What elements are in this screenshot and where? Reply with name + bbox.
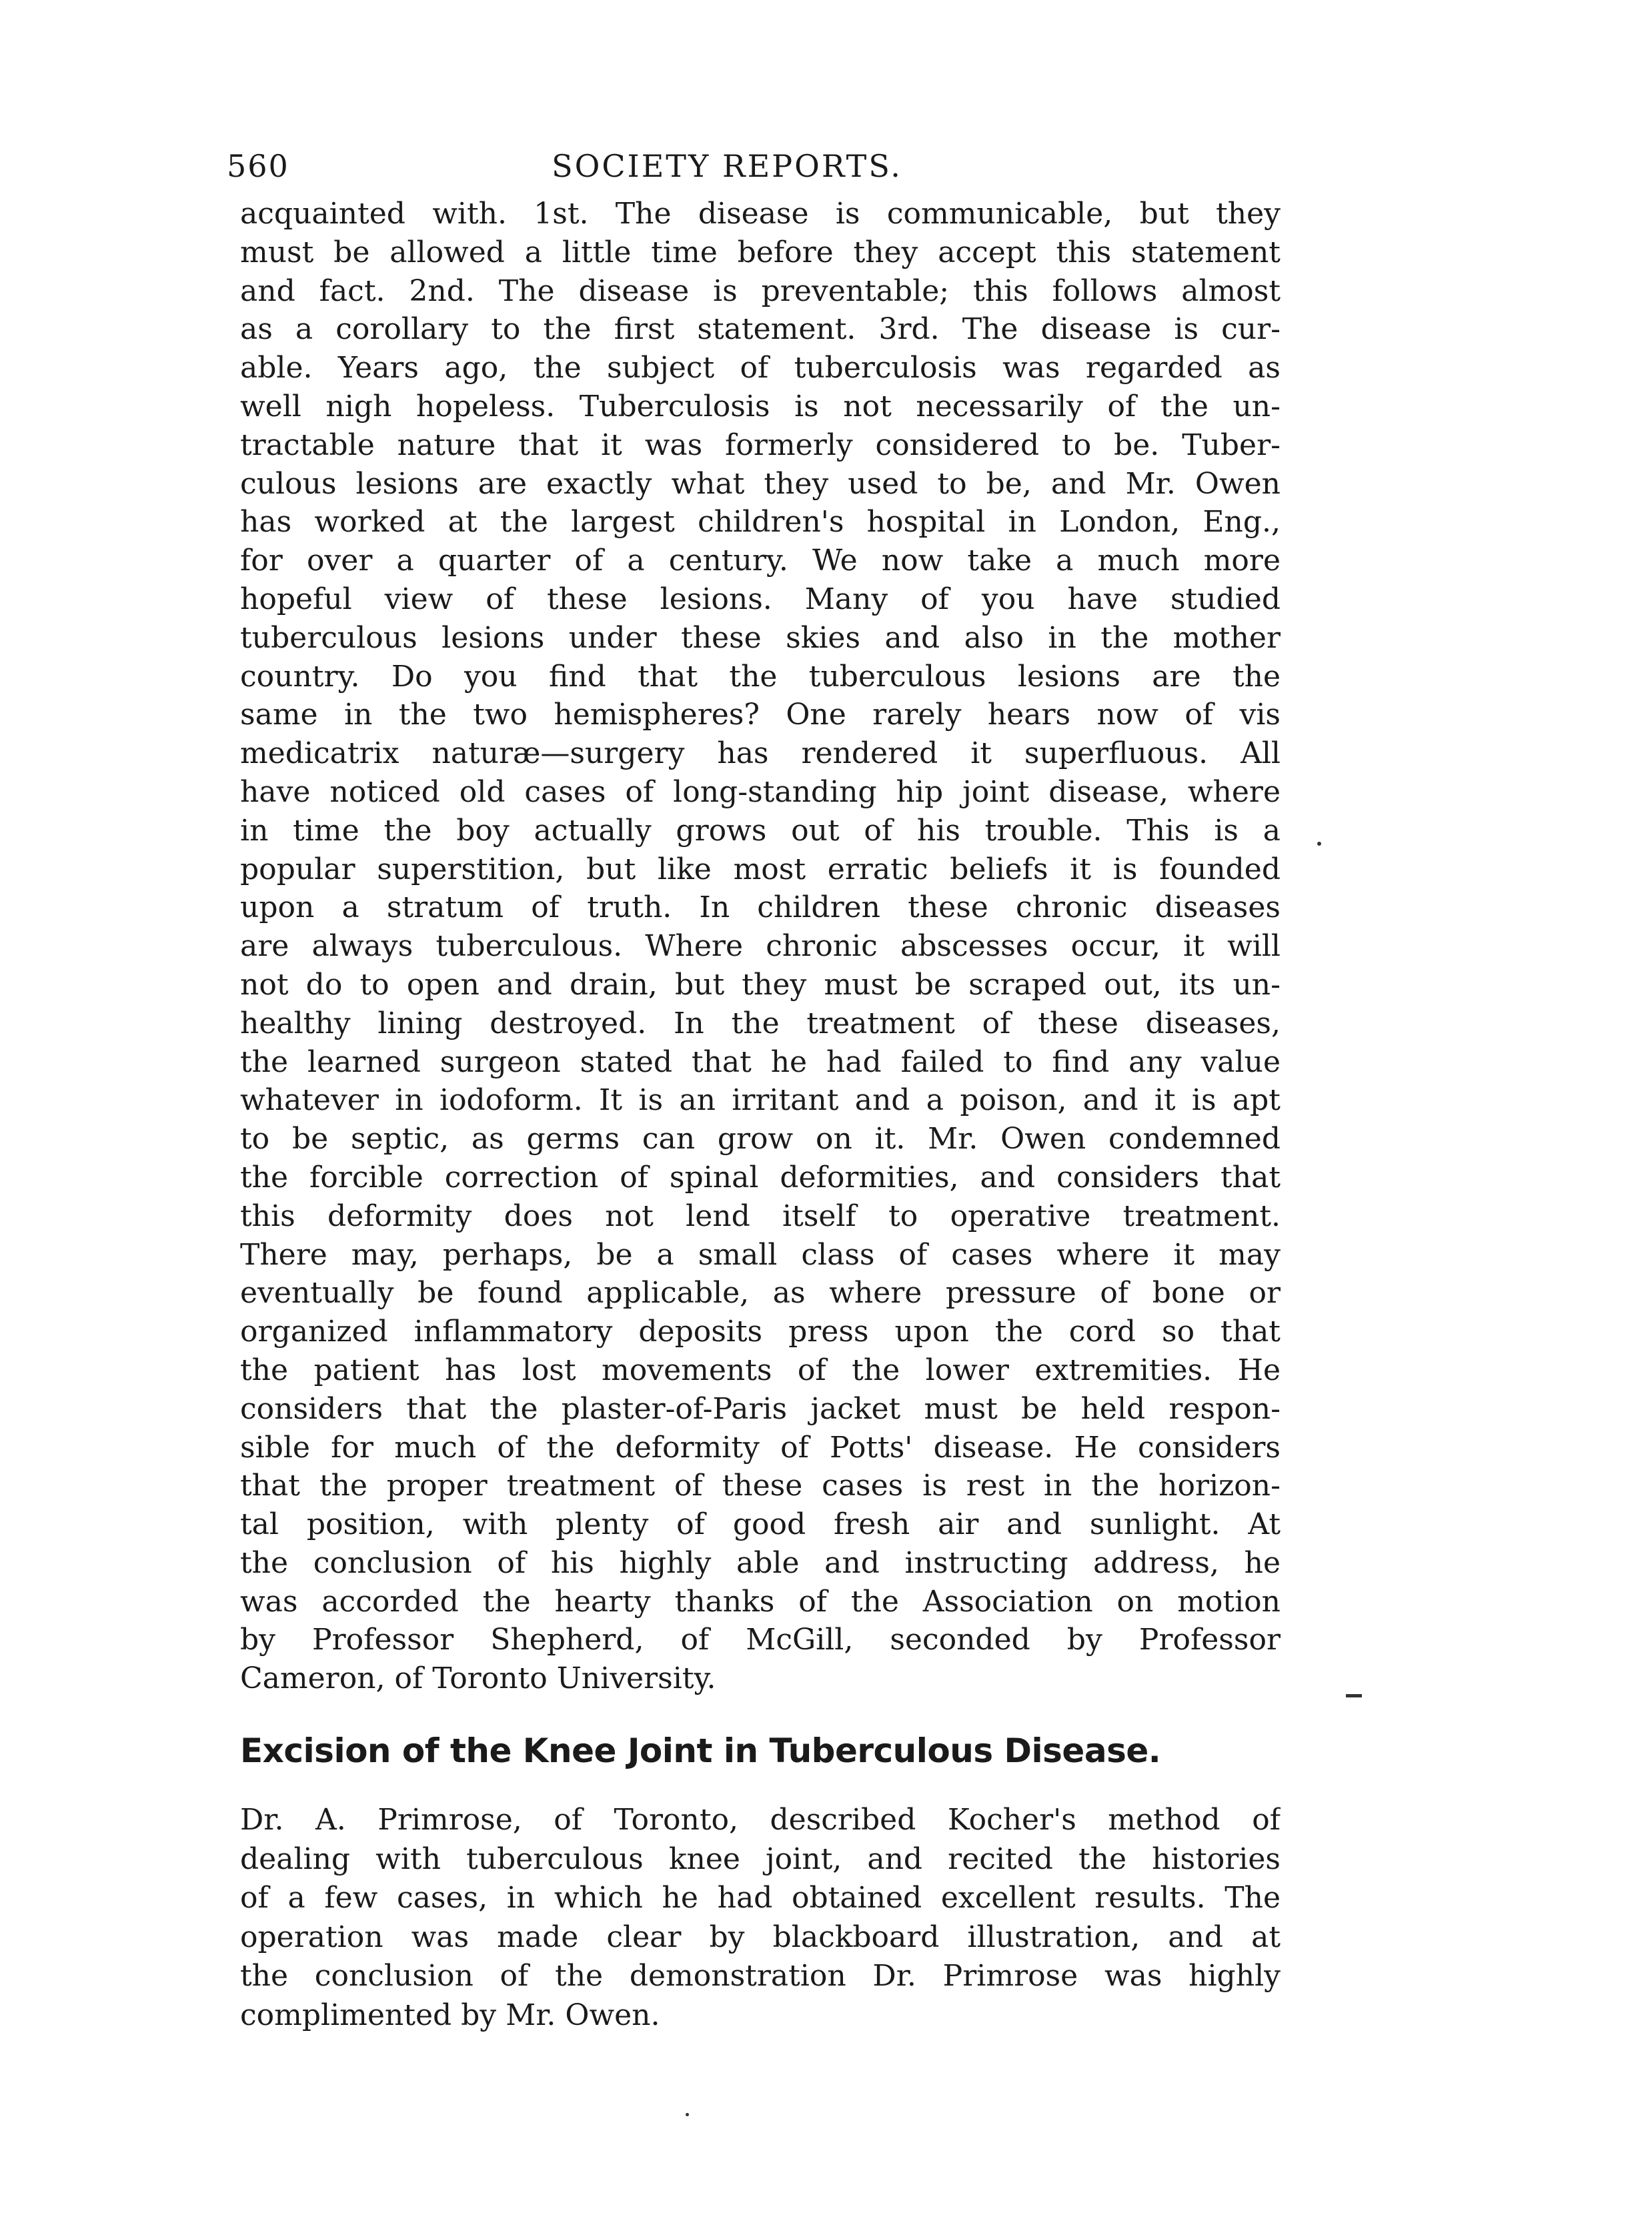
text-line: in time the boy actually grows out of his trouble. This is a [240, 813, 1281, 848]
text-line: culous lesions are exactly what they used to be, and Mr. Owen [240, 466, 1281, 501]
text-line: has worked at the largest children's hospital in London, Eng., [240, 505, 1281, 540]
text-line: for over a quarter of a century. We now take a much more [240, 544, 1281, 578]
section-heading: Excision of the Knee Joint in Tuberculous Disease. [240, 1731, 1161, 1770]
text-line: tal position, with plenty of good fresh air and sunlight. At [240, 1507, 1281, 1542]
text-line: medicatrix naturæ—surgery has rendered it superfluous. All [240, 736, 1281, 771]
text-line: Cameron, of Toronto University. [240, 1661, 716, 1696]
text-line: complimented by Mr. Owen. [240, 1998, 660, 2032]
text-line: healthy lining destroyed. In the treatment of these diseases, [240, 1006, 1281, 1040]
text-line: upon a stratum of truth. In children these chronic diseases [240, 890, 1281, 925]
bottom-dot-mark [686, 2113, 689, 2116]
text-line: sible for much of the deformity of Potts' disease. He considers [240, 1430, 1281, 1465]
text-line: dealing with tuberculous knee joint, and recited the histories [240, 1841, 1281, 1876]
text-line: eventually be found applicable, as where pressure of bone or [240, 1276, 1281, 1311]
text-line: Dr. A. Primrose, of Toronto, described Kocher's method of [240, 1803, 1281, 1837]
margin-dot-mark [1317, 842, 1321, 846]
page-number: 560 [227, 148, 289, 184]
text-line: popular superstition, but like most erratic beliefs it is founded [240, 852, 1281, 886]
text-line: tractable nature that it was formerly considered to be. Tuber- [240, 428, 1281, 462]
paragraph-primrose-report [240, 1801, 1281, 2036]
text-line: was accorded the hearty thanks of the Association on motion [240, 1584, 1281, 1619]
text-line: whatever in iodoform. It is an irritant and a poison, and it is apt [240, 1083, 1281, 1118]
text-line: same in the two hemispheres? One rarely hears now of vis [240, 698, 1281, 732]
text-line: must be allowed a little time before they accept this statement [240, 235, 1281, 269]
text-line: that the proper treatment of these cases is rest in the horizon- [240, 1469, 1281, 1503]
text-line: of a few cases, in which he had obtained excellent results. The [240, 1881, 1281, 1916]
text-line: and fact. 2nd. The disease is preventable; this follows almost [240, 273, 1281, 308]
text-line: considers that the plaster-of-Paris jacket must be held respon- [240, 1391, 1281, 1426]
text-line: country. Do you find that the tuberculous lesions are the [240, 659, 1281, 694]
text-line: organized inflammatory deposits press upon the cord so that [240, 1315, 1281, 1349]
text-line: this deformity does not lend itself to operative treatment. [240, 1199, 1281, 1233]
text-line: hopeful view of these lesions. Many of you have studied [240, 582, 1281, 616]
text-line: the conclusion of the demonstration Dr. Primrose was highly [240, 1959, 1281, 1994]
text-line: well nigh hopeless. Tuberculosis is not necessarily of the un- [240, 389, 1281, 424]
text-line: the conclusion of his highly able and instructing address, he [240, 1545, 1281, 1580]
text-line: not do to open and drain, but they must be scraped out, its un- [240, 967, 1281, 1002]
text-line: There may, perhaps, be a small class of cases where it may [240, 1237, 1281, 1272]
text-line: the forcible correction of spinal deformities, and considers that [240, 1160, 1281, 1195]
text-line: to be septic, as germs can grow on it. Mr. Owen condemned [240, 1122, 1281, 1157]
text-line: acquainted with. 1st. The disease is communicable, but they [240, 197, 1281, 231]
text-line: are always tuberculous. Where chronic abscesses occur, it will [240, 929, 1281, 964]
paragraph-society-report [240, 195, 1281, 1698]
text-line: the learned surgeon stated that he had failed to find any value [240, 1044, 1281, 1079]
text-line: operation was made clear by blackboard illustration, and at [240, 1920, 1281, 1954]
text-line: have noticed old cases of long-standing hip joint disease, where [240, 774, 1281, 809]
text-line: tuberculous lesions under these skies and also in the mother [240, 620, 1281, 655]
text-line: the patient has lost movements of the lower extremities. He [240, 1353, 1281, 1387]
running-head: SOCIETY REPORTS. [552, 148, 902, 184]
text-line: by Professor Shepherd, of McGill, seconded by Professor [240, 1623, 1281, 1657]
text-line: able. Years ago, the subject of tuberculosis was regarded as [240, 351, 1281, 386]
margin-dash-mark [1346, 1694, 1362, 1697]
text-line: as a corollary to the first statement. 3rd. The disease is cur- [240, 312, 1281, 347]
